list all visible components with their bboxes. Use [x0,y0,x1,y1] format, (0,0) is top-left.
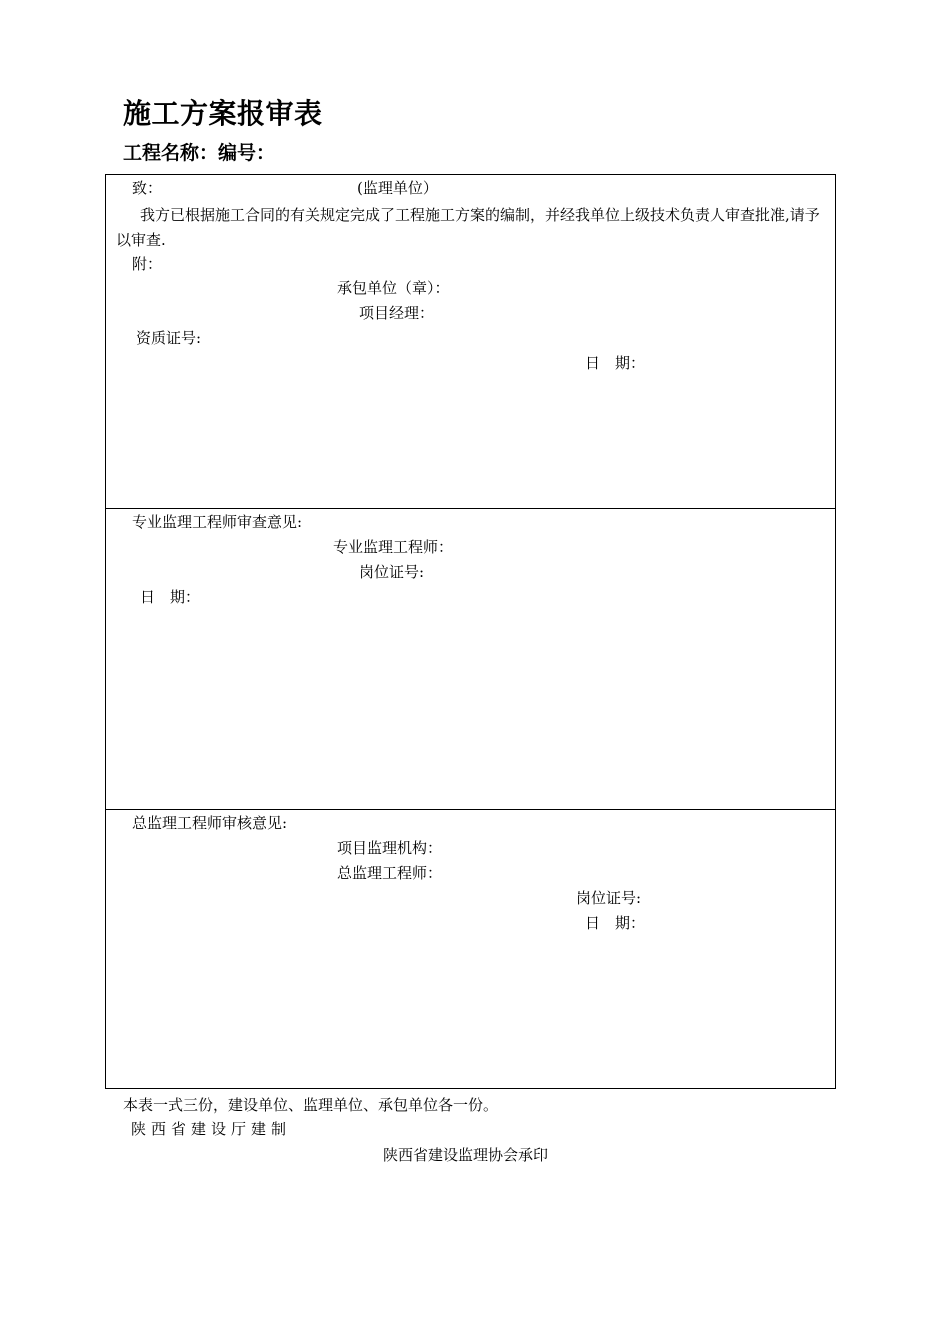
chief-opinion-label: 总监理工程师审核意见: [132,814,288,832]
form-title: 施工方案报审表 [123,97,323,130]
qualification-number-label: 资质证号: [136,329,202,347]
specialist-date-label: 日 期： [140,588,201,606]
submission-date-label: 日 期： [585,354,646,372]
specialist-cert-label: 岗位证号: [359,563,425,581]
project-name-number-line: 工程名称：编号： [123,142,276,164]
chief-date-label: 日 期： [585,914,646,932]
specialist-review-section [106,509,835,810]
copies-note: 本表一式三份，建设单位、监理单位、承包单位各一份。 [123,1096,499,1114]
chief-cert-label: 岗位证号: [576,889,642,907]
issuer-note: 陕西省建设厅建制 [131,1120,292,1138]
chief-engineer-label: 总监理工程师： [337,864,443,882]
supervisor-unit-label: (监理单位） [357,179,438,197]
to-label: 致： [132,179,163,197]
contractor-seal-label: 承包单位（章）： [337,279,450,297]
project-manager-label: 项目经理： [359,304,435,322]
contractor-submission-section [106,175,835,509]
attachment-label: 附： [132,255,163,273]
supervision-agency-label: 项目监理机构： [337,839,443,857]
specialist-opinion-label: 专业监理工程师审查意见: [132,513,303,531]
specialist-engineer-label: 专业监理工程师： [333,538,454,556]
chief-review-section [106,810,835,1090]
printer-note: 陕西省建设监理协会承印 [383,1146,549,1164]
review-form-table [105,174,836,1089]
submission-statement: 我方已根据施工合同的有关规定完成了工程施工方案的编制，并经我单位上级技术负责人审查批准,请予以审查. [116,206,820,249]
